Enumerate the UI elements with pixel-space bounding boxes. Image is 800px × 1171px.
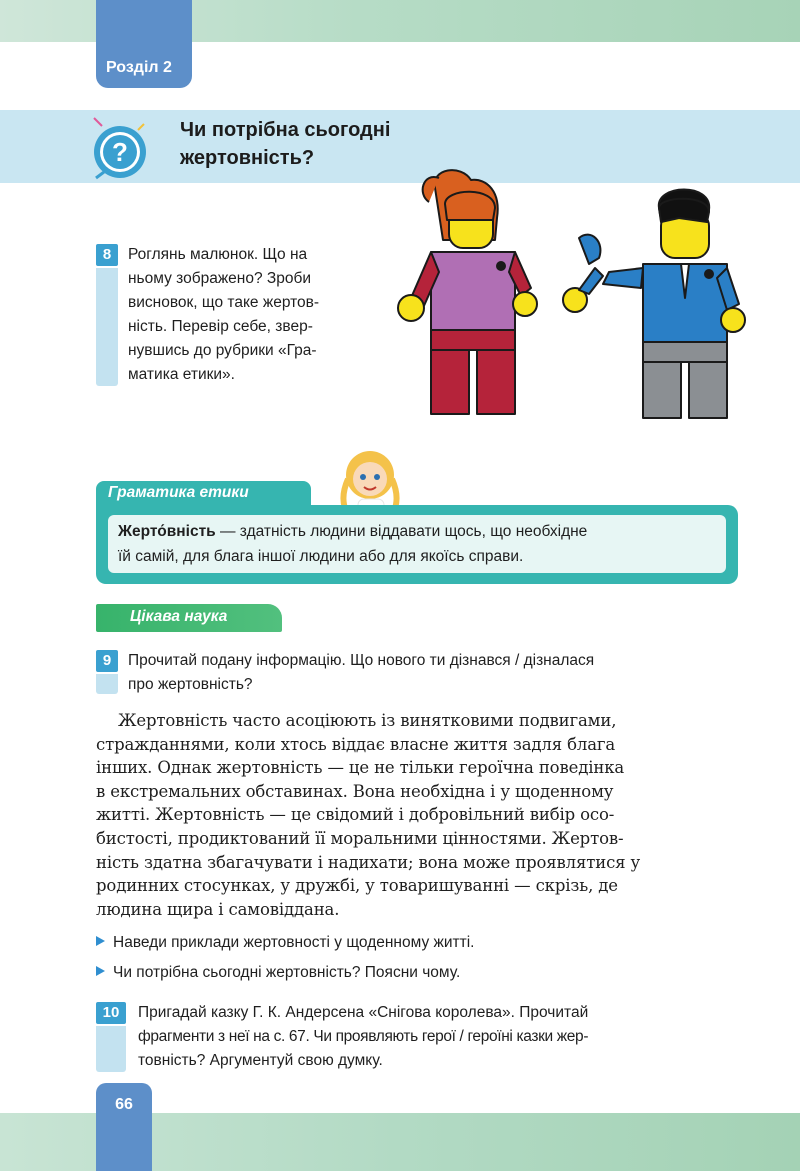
article-line: бистості, продиктований її моральними цінностями. Жертов- — [96, 828, 624, 848]
triangle-bullet-icon — [96, 966, 105, 976]
science-tab — [96, 604, 282, 632]
chapter-label: Розділ 2 — [106, 59, 172, 76]
science-tab-label: Цікава наука — [130, 608, 228, 625]
page-number-tab — [96, 1083, 152, 1171]
article-line: в екстремальних обставинах. Вона необхідна і у щоденному — [96, 781, 614, 801]
task-line: Прочитай подану інформацію. Що нового ти дізнався / дізналася — [128, 652, 595, 669]
page-title — [180, 116, 390, 172]
lego-figures-illustration — [383, 168, 783, 420]
grammar-definition-line: їй самій, для блага іншої людини або для якоїсь справи. — [118, 548, 524, 565]
task-line: нувшись до рубрики «Гра- — [128, 342, 317, 359]
article-line: ність здатна збагачувати і надихати; вона може проявлятися у — [96, 852, 641, 872]
task-8-number: 8 — [96, 244, 118, 266]
triangle-bullet-icon — [96, 936, 105, 946]
task-line: фрагменти з неї на с. 67. Чи проявляють герої / героїні казки жер- — [138, 1028, 589, 1045]
title-line: жертовність? — [180, 147, 315, 169]
article-line: інших. Однак жертовність — це не тільки героїчна поведінка — [96, 758, 625, 778]
grammar-tab — [96, 481, 311, 508]
article-paragraph — [96, 709, 736, 921]
bullet-text: Чи потрібна сьогодні жертовність? Поясни чому. — [113, 964, 461, 981]
bullet-text: Наведи приклади жертовності у щоденному житті. — [113, 934, 475, 951]
grammar-definition-part: — здатність людини віддавати щось, що необхідне — [215, 523, 588, 540]
task-line: ність. Перевір себе, звер- — [128, 318, 313, 335]
task-8-bar — [96, 268, 118, 386]
task-line: матика етики». — [128, 366, 235, 383]
task-9-bar — [96, 674, 118, 694]
task-10-text — [138, 1001, 738, 1073]
article-line: людина щира і самовіддана. — [96, 899, 340, 919]
article-line: житті. Жертовність — це свідомий і добровільний вибір осо- — [96, 805, 615, 825]
chapter-tab — [96, 0, 192, 88]
grammar-term: Жерто́вність — [118, 523, 216, 540]
task-line: ньому зображено? Зроби — [128, 270, 312, 287]
task-9-text — [128, 649, 738, 697]
grammar-tab-label: Граматика етики — [108, 484, 249, 501]
task-line: Роглянь малюнок. Що на — [128, 246, 308, 263]
bullet-item — [96, 932, 474, 954]
task-line: висновок, що таке жертов- — [128, 294, 320, 311]
title-line: Чи потрібна сьогодні — [180, 119, 391, 141]
bullet-item — [96, 962, 460, 984]
page-number: 66 — [115, 1096, 133, 1113]
task-10-bar — [96, 1026, 126, 1072]
grammar-definition — [118, 519, 728, 569]
task-line: про жертовність? — [128, 676, 253, 693]
article-line: родинних стосунках, у дружбі, у товаришуванні — скрізь, де — [96, 876, 618, 896]
article-line: Жертовність часто асоціюють із винятковими подвигами, — [118, 711, 617, 730]
svg-text:?: ? — [112, 137, 128, 167]
task-9-number: 9 — [96, 650, 118, 672]
task-line: товність? Аргументуй свою думку. — [138, 1052, 383, 1069]
task-10-number: 10 — [96, 1002, 126, 1024]
task-line: Пригадай казку Г. К. Андерсена «Снігова королева». Прочитай — [138, 1004, 589, 1021]
question-icon — [84, 116, 156, 186]
task-8-text — [128, 243, 368, 387]
article-line: стражданнями, коли хтось віддає власне життя задля блага — [96, 734, 616, 754]
